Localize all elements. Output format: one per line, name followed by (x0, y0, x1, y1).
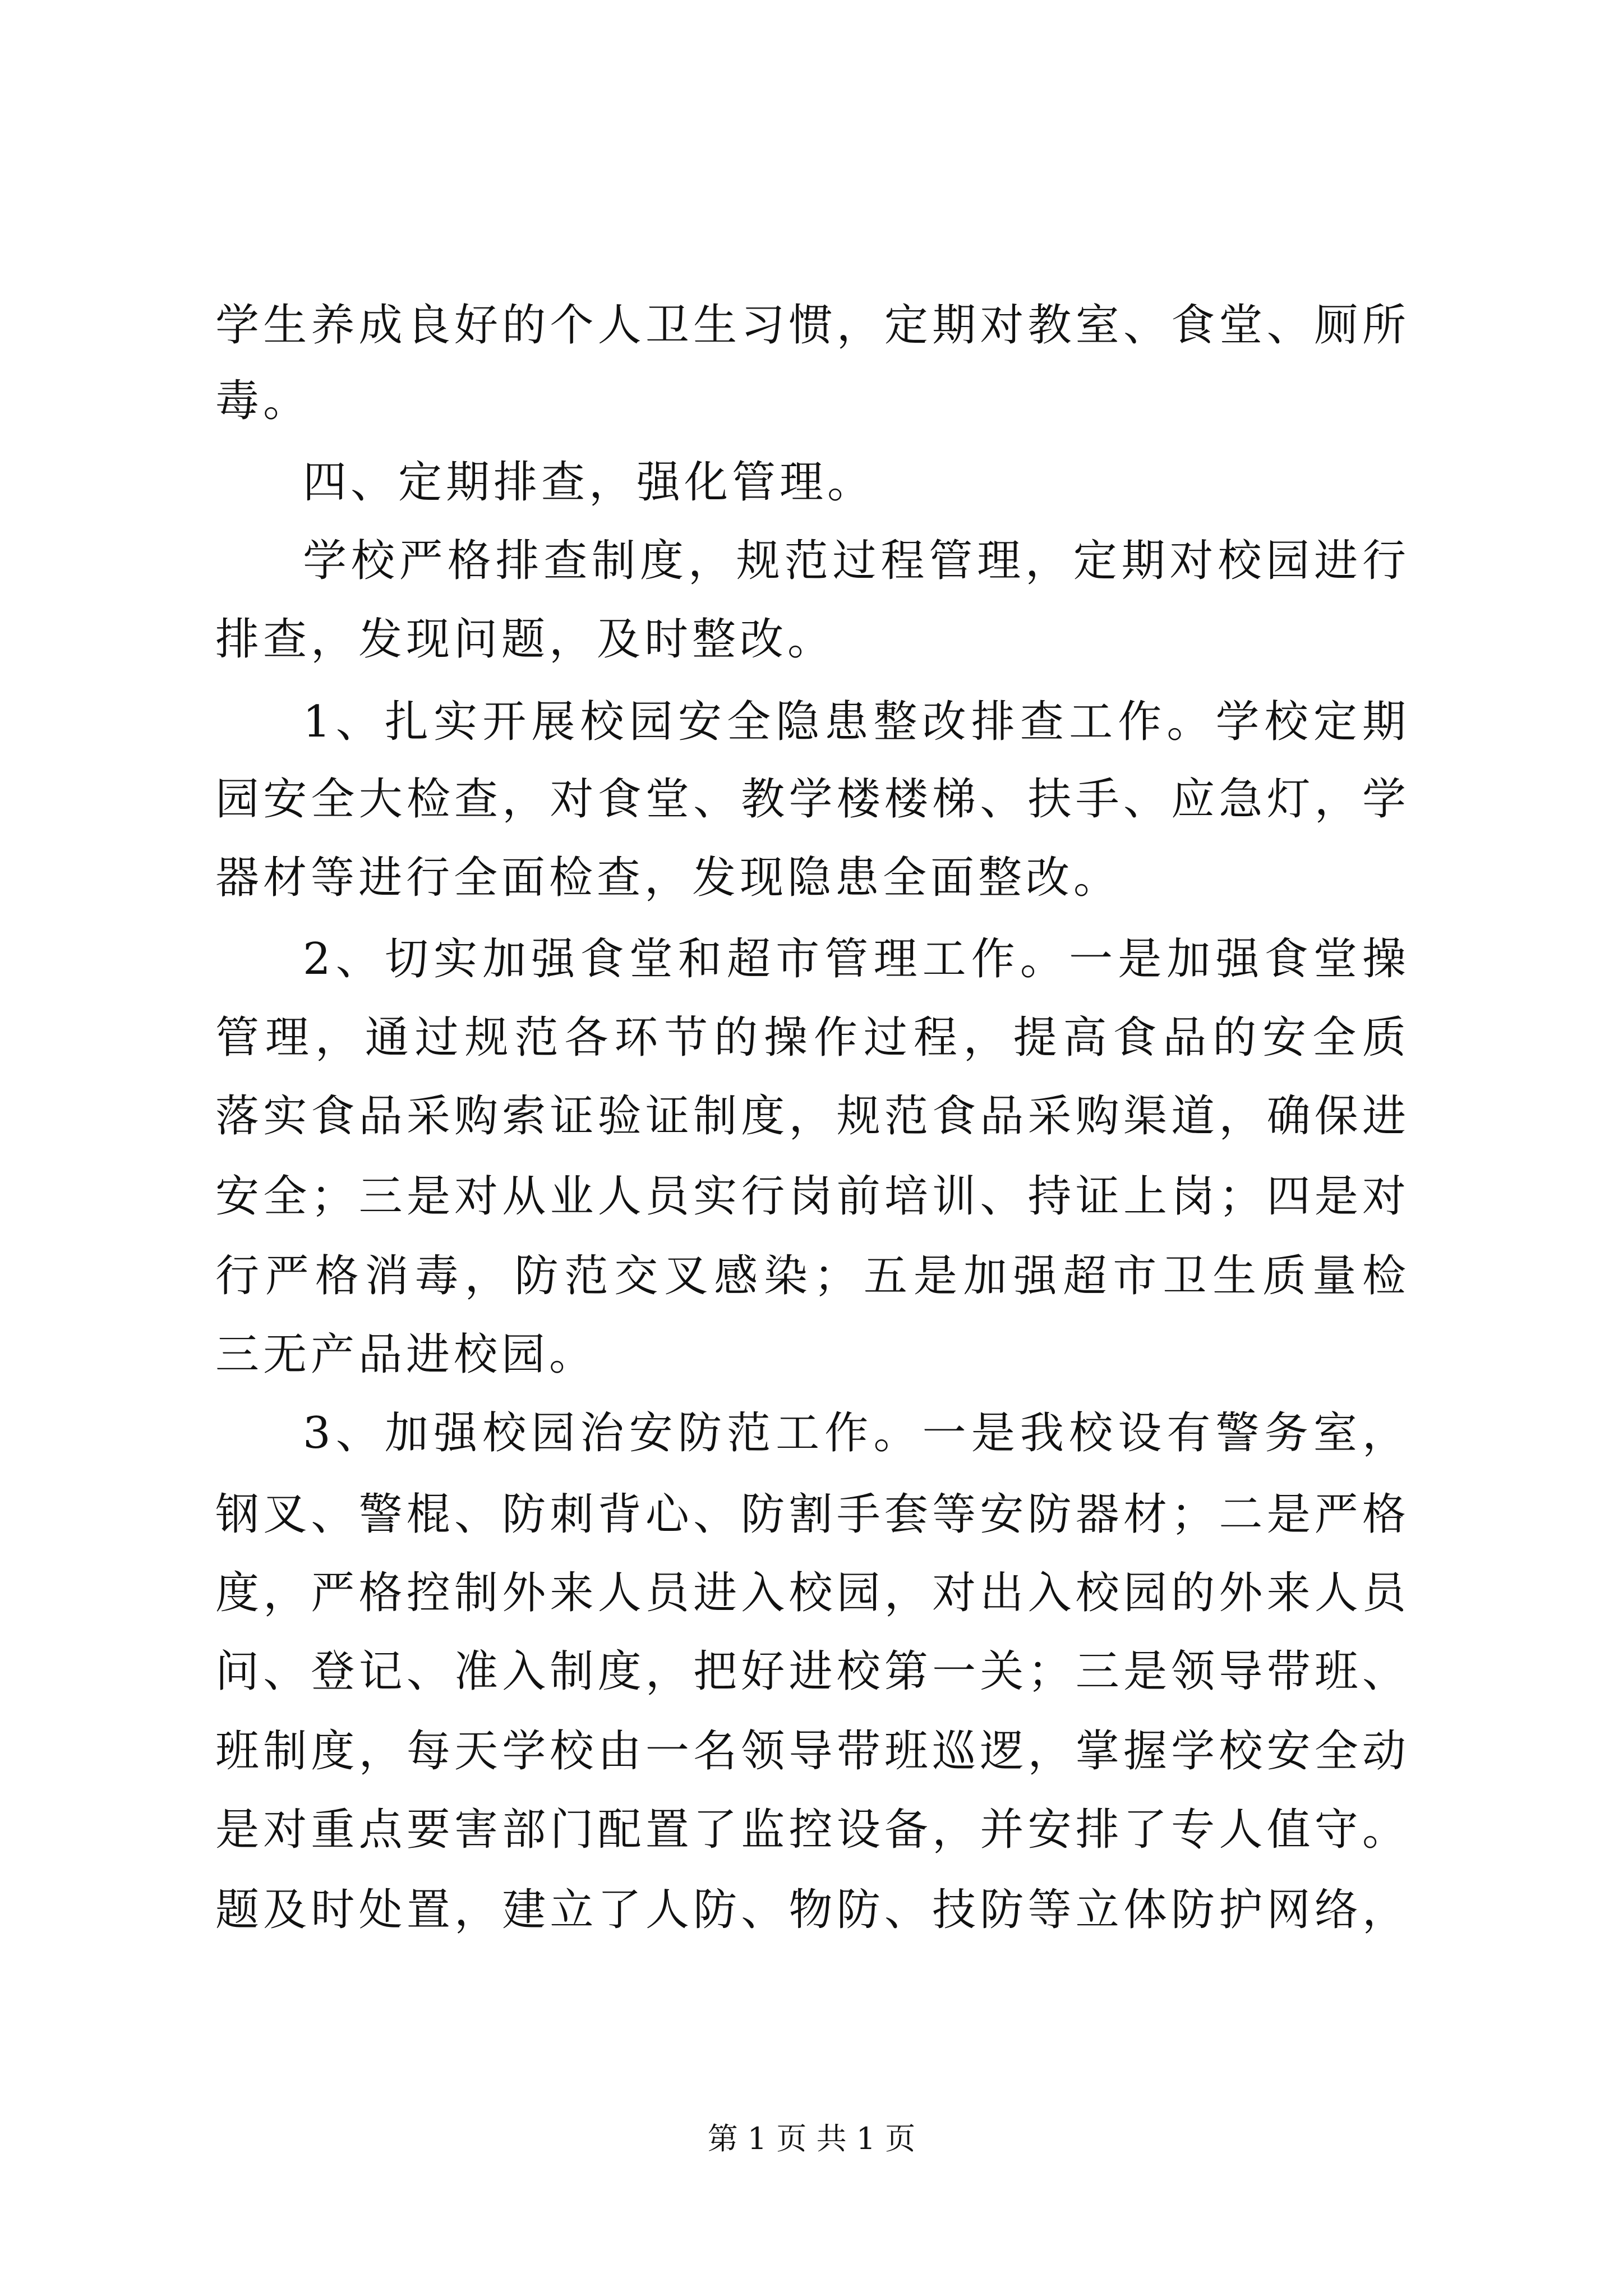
text-line: 学校严格排查制度，规范过程管理，定期对校园进行 (303, 536, 1410, 586)
text-line: 班制度，每天学校由一名领导带班巡逻，掌握学校安全动 (215, 1726, 1410, 1777)
text-line: 园安全大检查，对食堂、教学楼楼梯、扶手、应急灯，学 (215, 774, 1410, 825)
section-heading: 四、定期排查，强化管理。 (303, 457, 875, 508)
text-line: 落实食品采购索证验证制度，规范食品采购渠道，确保进 (215, 1091, 1410, 1142)
text-line: 学生养成良好的个人卫生习惯，定期对教室、食堂、厕所 (215, 300, 1410, 351)
page-footer: 第 1 页 共 1 页 (707, 2121, 916, 2156)
text-line: 三无产品进校园。 (215, 1329, 597, 1380)
text-line: 是对重点要害部门配置了监控设备，并安排了专人值守。 (215, 1805, 1410, 1855)
text-line: 题及时处置，建立了人防、物防、技防等立体防护网络， (215, 1885, 1410, 1935)
text-line: 器材等进行全面检查，发现隐患全面整改。 (215, 853, 1122, 903)
text-line: 钢叉、警棍、防刺背心、防割手套等安防器材；二是严格 (215, 1489, 1410, 1540)
text-line: 管理，通过规范各环节的操作过程，提高食品的安全质 (215, 1013, 1410, 1063)
text-line: 安全；三是对从业人员实行岗前培训、持证上岗；四是对 (215, 1171, 1410, 1222)
text-line: 1、扎实开展校园安全隐患整改排查工作。学校定期 (303, 697, 1410, 747)
text-line: 度，严格控制外来人员进入校园，对出入校园的外来人员 (215, 1568, 1410, 1618)
text-line: 毒。 (215, 376, 311, 426)
text-line: 2、切实加强食堂和超市管理工作。一是加强食堂操 (303, 934, 1410, 984)
text-line: 3、加强校园治安防范工作。一是我校设有警务室， (303, 1408, 1410, 1458)
text-line: 排查，发现问题，及时整改。 (215, 614, 836, 665)
text-line: 行严格消毒，防范交叉感染；五是加强超市卫生质量检 (215, 1251, 1410, 1301)
text-line: 问、登记、准入制度，把好进校第一关；三是领导带班、 (215, 1646, 1410, 1697)
